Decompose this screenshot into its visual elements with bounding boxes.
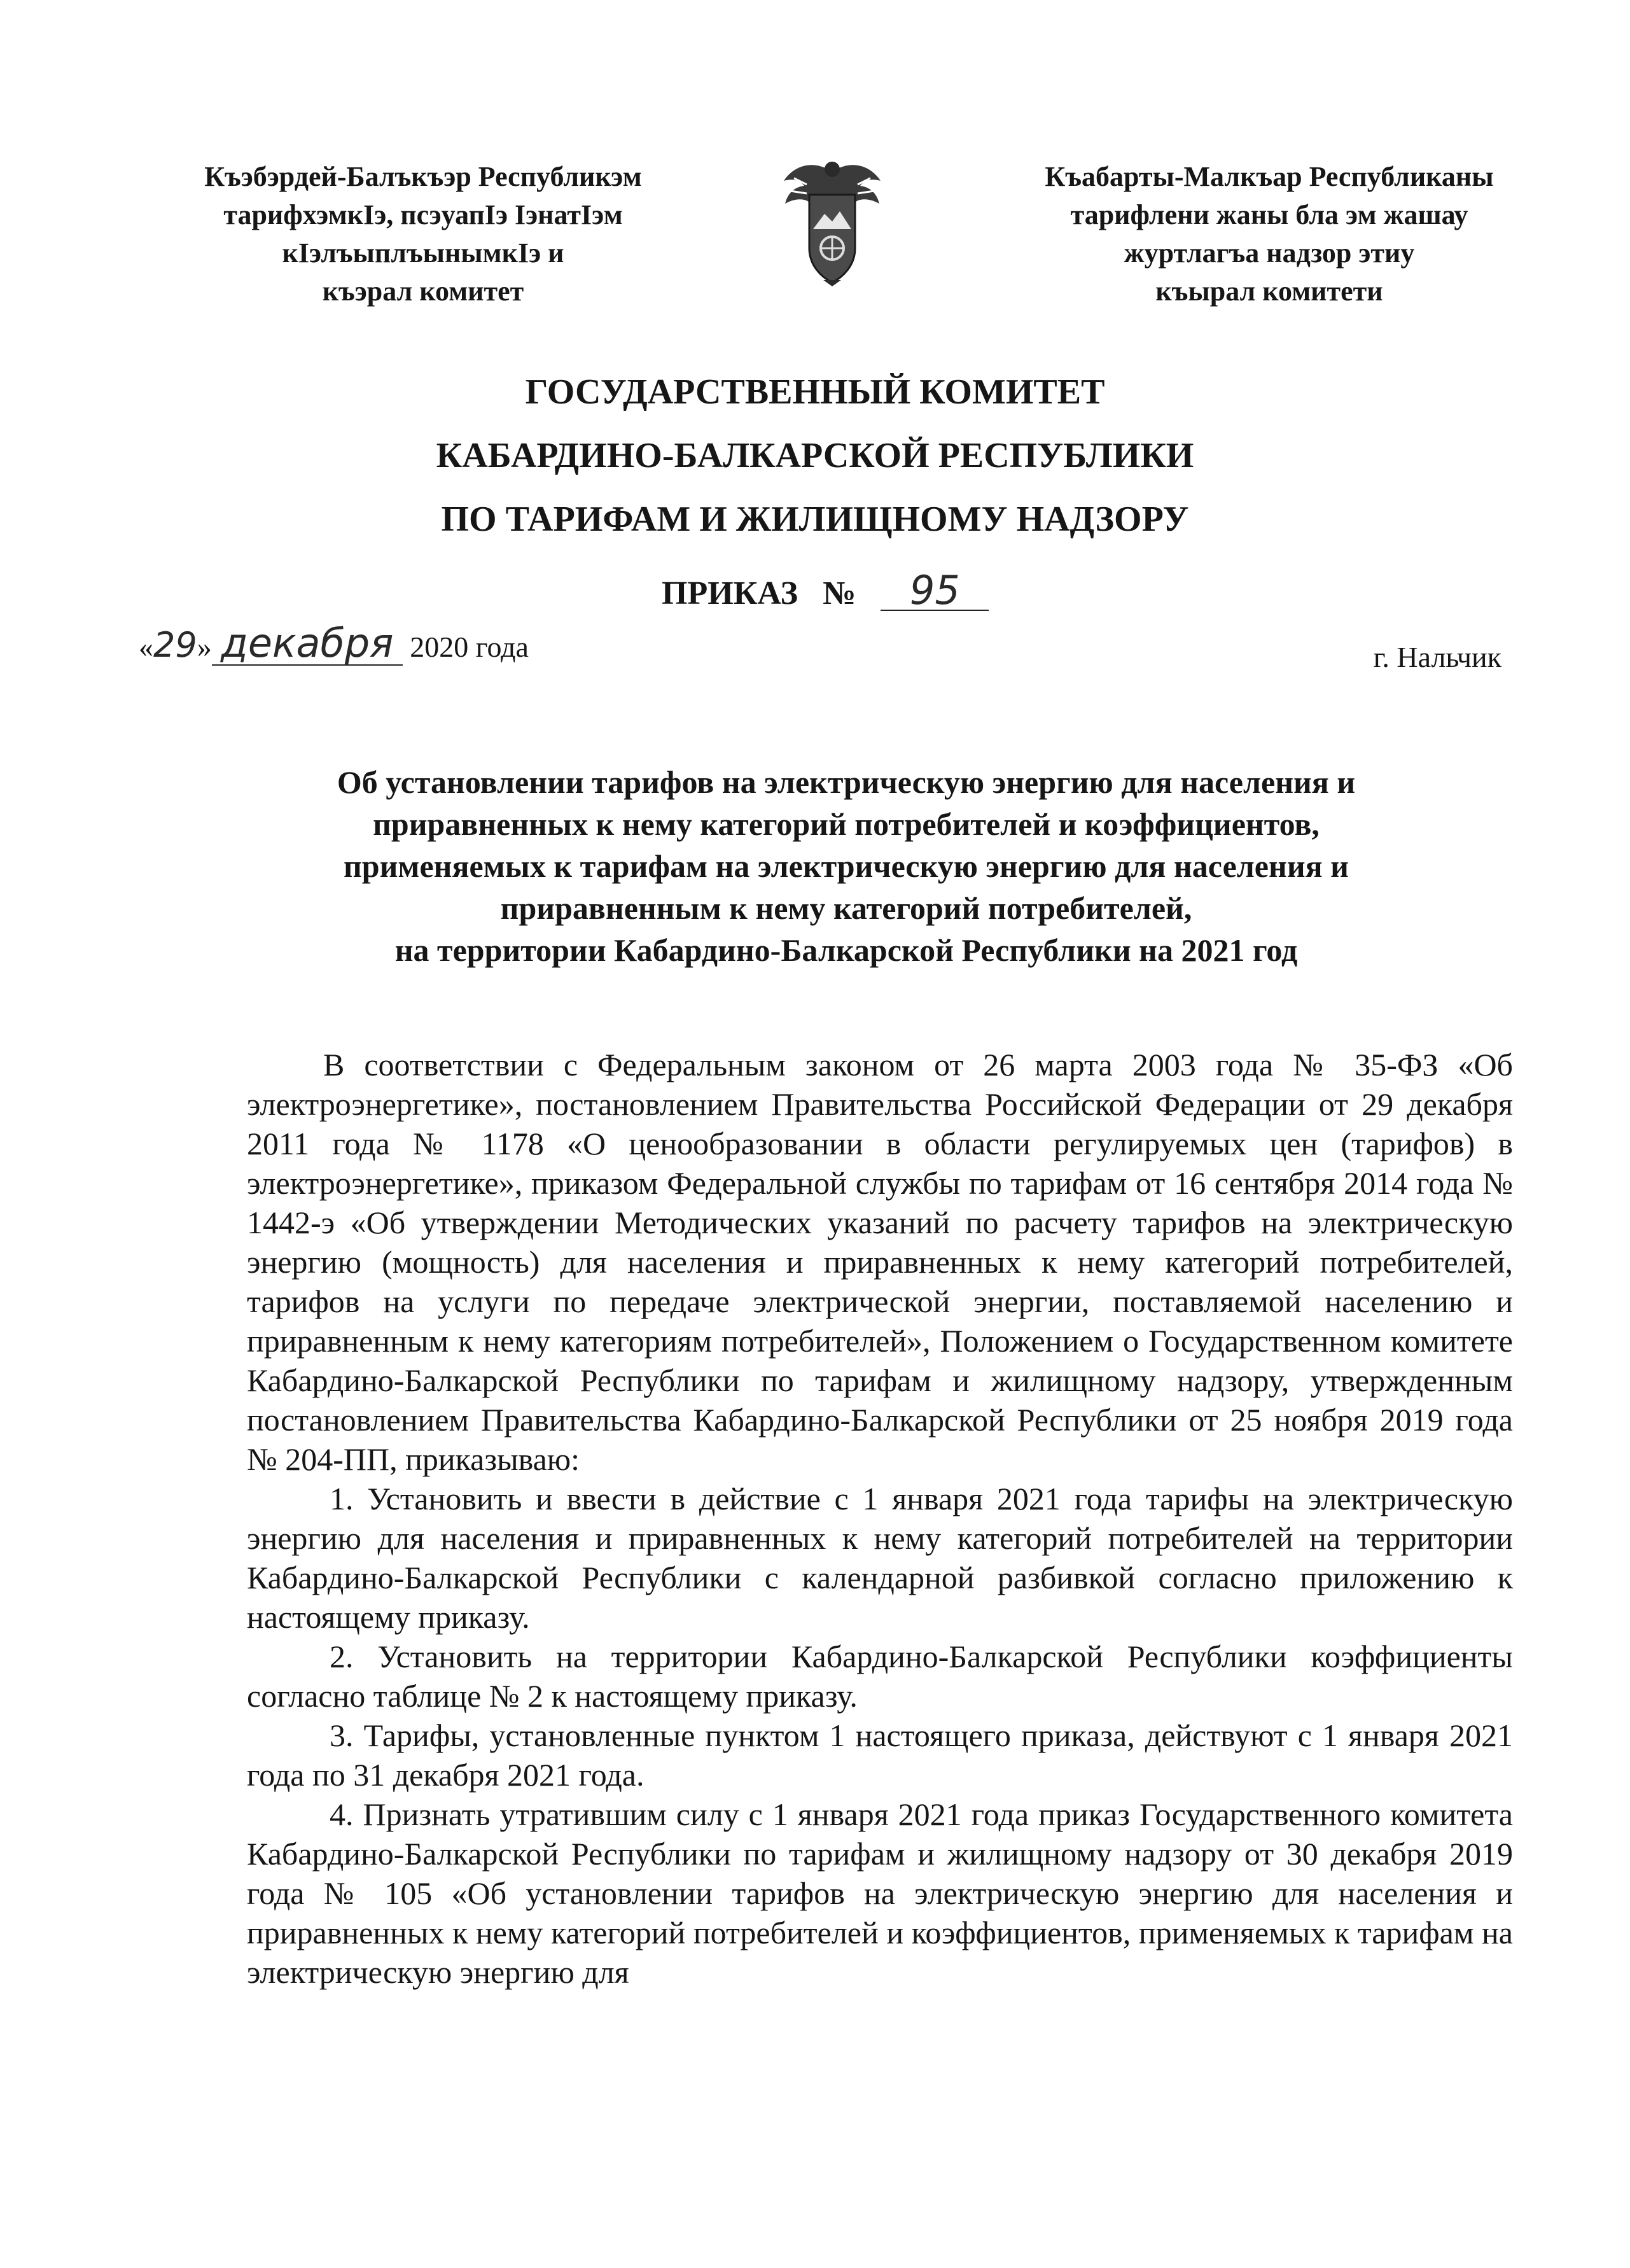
header-right-line-2: тарифлени жаны бла эм жашау: [1070, 199, 1468, 230]
body-item-4: 4. Признать утратившим силу с 1 января 2021 года приказ Государственного комитета Кабардино-Балкарской Республики по тарифам и жилищному надзору от 30 декабря 2019 года № 105 «Об установлении тарифов на электрическую энергию для населения и приравненных к нему категорий потребителей и коэффициентов, применяемых к тарифам на электрическую энергию для: [247, 1796, 1513, 1990]
doc-title-line-5: на территории Кабардино-Балкарской Республики на 2021 год: [394, 932, 1298, 968]
coat-of-arms-icon: [781, 153, 883, 286]
header-right-line-4: къырал комитети: [1155, 276, 1383, 307]
header-right-line-3: журтлагъа надзор этиу: [1124, 237, 1415, 269]
header-left-kabardian: [146, 158, 700, 311]
date-open-quote: «: [139, 631, 153, 663]
header-left-line-2: тарифхэмкIэ, псэуапIэ IэнатIэм: [223, 199, 623, 230]
date-month: декабря: [212, 622, 403, 666]
header-left-line-1: Къэбэрдей-Балъкъэр Республикэм: [204, 161, 642, 192]
doc-title-line-3: применяемых к тарифам на электрическую энергию для населения и: [344, 848, 1349, 884]
header-left-line-4: къэрал комитет: [322, 276, 524, 307]
header-left-line-3: кIэлъыплъынымкIэ и: [282, 237, 564, 269]
body-intro-paragraph: В соответствии с Федеральным законом от 26 марта 2003 года № 35-ФЗ «Об электроэнергетике», постановлением Правительства Российской Федерации от 29 декабря 2011 года № 1178 «О ценообразовании в области регулируемых цен (тарифов) в электроэнергетике», приказом Федеральной службы по тарифам от 16 сентября 2014 года № 1442-э «Об утверждении Методических указаний по расчету тарифов на электрическую энергию (мощность) для населения и приравненных к нему категорий потребителей, тарифов на услуги по передаче электрической энергии, поставляемой населению и приравненным к нему категориям потребителей», Положением о Государственном комитете Кабардино-Балкарской Республики по тарифам и жилищному надзору, утвержденным постановлением Правительства Кабардино-Балкарской Республики от 25 ноября 2019 года № 204-ПП, приказываю:: [247, 1047, 1513, 1477]
order-heading: [662, 567, 989, 613]
committee-title: [0, 360, 1630, 551]
body-item-1: 1. Установить и ввести в действие с 1 января 2021 года тарифы на электрическую энергию для населения и приравненных к нему категорий потребителей на территории Кабардино-Балкарской Республики с календарной разбивкой согласно приложению к настоящему приказу.: [247, 1481, 1513, 1635]
document-body: [247, 1045, 1513, 1992]
committee-title-line-2: КАБАРДИНО-БАЛКАРСКОЙ РЕСПУБЛИКИ: [436, 436, 1194, 475]
order-number-sign: №: [823, 575, 856, 612]
body-item-3: 3. Тарифы, установленные пунктом 1 настоящего приказа, действуют с 1 января 2021 года по 31 декабря 2021 года.: [247, 1718, 1513, 1793]
date-day: 29: [153, 625, 197, 665]
doc-title-line-2: приравненных к нему категорий потребителей и коэффициентов,: [373, 806, 1320, 842]
order-date: [139, 622, 529, 666]
header-right-balkar: [989, 158, 1549, 311]
committee-title-line-1: ГОСУДАРСТВЕННЫЙ КОМИТЕТ: [525, 372, 1105, 412]
order-label: ПРИКАЗ: [662, 575, 798, 612]
city: г. Нальчик: [1373, 641, 1501, 673]
doc-title-line-1: Об установлении тарифов на электрическую энергию для населения и: [337, 764, 1356, 800]
date-year: 2020 года: [410, 631, 529, 663]
header-right-line-1: Къабарты-Малкъар Республиканы: [1045, 161, 1494, 192]
body-item-2: 2. Установить на территории Кабардино-Балкарской Республики коэффициенты согласно таблице № 2 к настоящему приказу.: [247, 1639, 1513, 1714]
order-number: 95: [881, 571, 989, 611]
doc-title-line-4: приравненным к нему категорий потребителей,: [500, 890, 1192, 926]
document-title: [191, 761, 1501, 971]
date-close-quote: »: [197, 631, 212, 663]
committee-title-line-3: ПО ТАРИФАМ И ЖИЛИЩНОМУ НАДЗОРУ: [441, 500, 1189, 539]
